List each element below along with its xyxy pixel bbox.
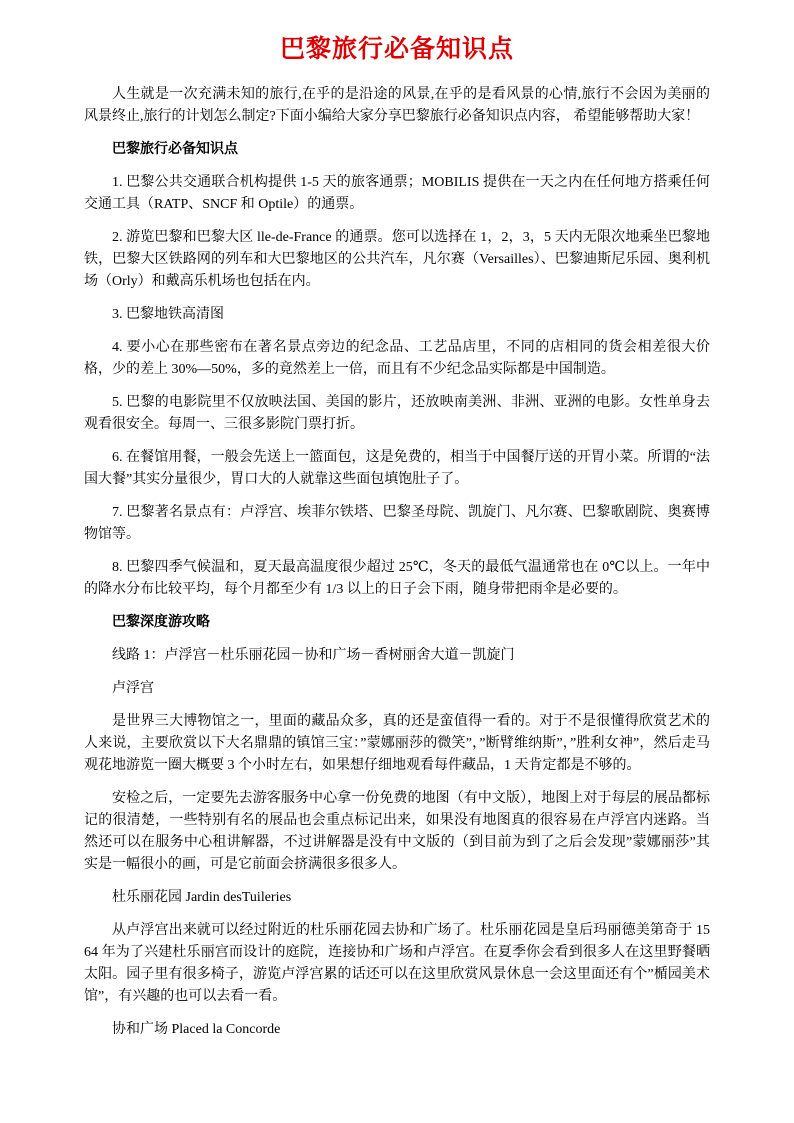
tip-item-5: 5. 巴黎的电影院里不仅放映法国、美国的影片，还放映南美洲、非洲、亚洲的电影。女性单身去观看很安全。每周一、三很多影院门票打折。 (84, 395, 710, 432)
tuileries-paragraph: 从卢浮宫出来就可以经过附近的杜乐丽花园去协和广场了。杜乐丽花园是皇后玛丽德美第奇于 1564 年为了兴建杜乐丽宫而设计的庭院，连接协和广场和卢浮宫。在夏季你会看到很多人在这里野餐晒太阳。园子里有很多椅子，游览卢浮宫累的话还可以在这里欣赏风景休息一会这里面还有个”楯园美术馆”，有兴趣的也可以去看一看。 (84, 923, 710, 1004)
tips-section-heading: 巴黎旅行必备知识点 (112, 142, 238, 157)
louvre-subheading: 卢浮宫 (112, 681, 154, 696)
document-title: 巴黎旅行必备知识点 (279, 35, 514, 63)
louvre-paragraph-1: 是世界三大博物馆之一，里面的藏品众多，真的还是蛮值得一看的。对于不是很懂得欣赏艺术的人来说，主要欣赏以下大名鼎鼎的镇馆三宝：”蒙娜丽莎的微笑”，”断臂维纳斯”，”胜利女神”，然后走马观花地游览一圈大概要 3 个小时左右，如果想仔细地观看每件藏品，1 天肯定都是不够的。 (84, 714, 710, 773)
tip-item-2: 2. 游览巴黎和巴黎大区 lle-de-France 的通票。您可以选择在 1，2，3，5 天内无限次地乘坐巴黎地铁，巴黎大区铁路网的列车和大巴黎地区的公共汽车，凡尔赛（Versailles）、巴黎迪斯尼乐园、奥利机场（Orly）和戴高乐机场也包括在内。 (84, 230, 710, 289)
guide-section-heading: 巴黎深度游攻略 (112, 615, 210, 630)
tip-item-4: 4. 要小心在那些密布在著名景点旁边的纪念品、工艺品店里，不同的店相同的货会相差很大价格，少的差上 30%—50%，多的竟然差上一倍，而且有不少纪念品实际都是中国制造。 (84, 340, 710, 377)
concorde-subheading: 协和广场 Placed la Concorde (112, 1022, 281, 1037)
route-line: 线路 1：卢浮宫－杜乐丽花园－协和广场－香树丽舍大道－凯旋门 (112, 648, 515, 663)
tip-item-6: 6. 在餐馆用餐，一般会先送上一篮面包，这是免费的，相当于中国餐厅送的开胃小菜。所谓的“法国大餐”其实分量很少，胃口大的人就靠这些面包填饱肚子了。 (84, 450, 710, 487)
intro-paragraph: 人生就是一次充满未知的旅行,在乎的是沿途的风景,在乎的是看风景的心情,旅行不会因为美丽的风景终止,旅行的计划怎么制定?下面小编给大家分享巴黎旅行必备知识点内容， 希望能够帮助大家！ (84, 87, 710, 124)
tuileries-subheading: 杜乐丽花园 Jardin desTuileries (112, 890, 292, 905)
louvre-paragraph-2: 安检之后，一定要先去游客服务中心拿一份免费的地图（有中文版），地图上对于每层的展品都标记的很清楚，一些特别有名的展品也会重点标记出来，如果没有地图真的很容易在卢浮宫内迷路。当然还可以在服务中心租讲解器，不过讲解器是没有中文版的（到目前为到了之后会发现”蒙娜丽莎”其实是一幅很小的画，可是它前面会挤满很多很多人。 (84, 791, 710, 872)
tip-item-3: 3. 巴黎地铁高清图 (112, 307, 224, 322)
tip-item-1: 1. 巴黎公共交通联合机构提供 1-5 天的旅客通票；MOBILIS 提供在一天之内在任何地方搭乘任何交通工具（RATP、SNCF 和 Optile）的通票。 (84, 175, 710, 212)
tip-item-8: 8. 巴黎四季气候温和，夏天最高温度很少超过 25℃，冬天的最低气温通常也在 0℃以上。一年中的降水分布比较平均，每个月都至少有 1/3 以上的日子会下雨，随身带把雨伞是必要的。 (84, 560, 710, 597)
tip-item-7: 7. 巴黎著名景点有：卢浮宫、埃菲尔铁塔、巴黎圣母院、凯旋门、凡尔赛、巴黎歌剧院、奥赛博物馆等。 (84, 505, 710, 542)
